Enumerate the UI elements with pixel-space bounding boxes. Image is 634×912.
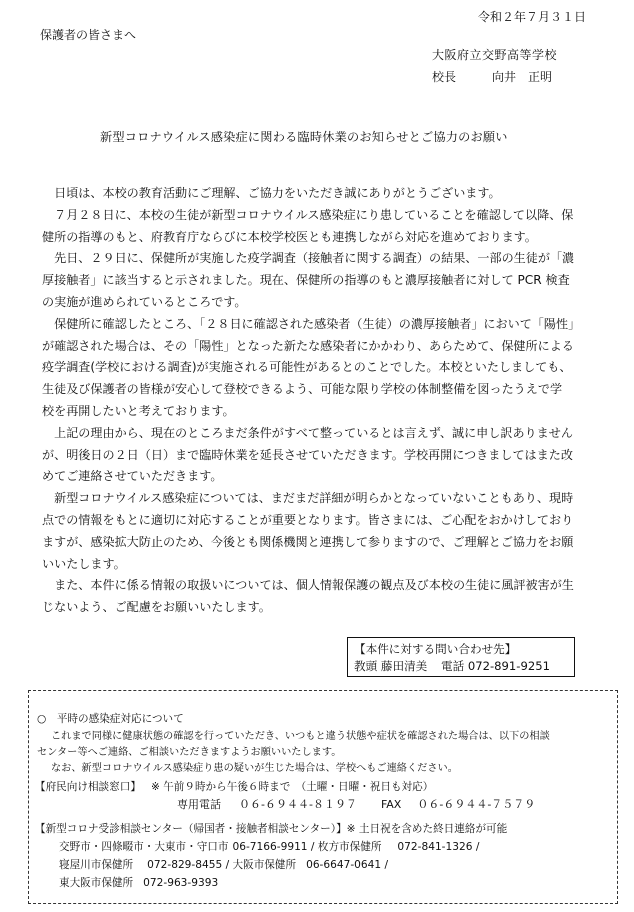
center-phone-row bbox=[59, 875, 218, 890]
citizen-fax: ０６-６９４４-７５７９ bbox=[417, 798, 536, 811]
body-line: ますが、感染拡大防止のため、今後とも関係機関と連携して参りますので、ご理解とご協力をお願 bbox=[42, 534, 574, 549]
center-phone-row: 寝屋川市保健所 072-829-8455 / 大阪市保健所 06-6647-0641 / bbox=[59, 859, 389, 871]
body-line: 保健所に確認したところ、「２８日に確認された感染者（生徒）の濃厚接触者」において「陽性」 bbox=[42, 316, 581, 331]
contact-box bbox=[347, 637, 575, 677]
center-area: 枚方市保健所 bbox=[317, 841, 382, 853]
center-phone-row: 交野市・四條畷市・大東市・守口市 06-7166-9911 / 枚方市保健所 072-841-1326 / bbox=[59, 841, 480, 853]
contact-phone: 072-891-9251 bbox=[467, 659, 550, 673]
notice-paragraph-line: なお、新型コロナウイルス感染症り患の疑いが生じた場合は、学校へもご連絡ください。 bbox=[51, 763, 458, 774]
body-line: ７月２８日に、本校の生徒が新型コロナウイルス感染症にり患していることを確認して以降、保 bbox=[42, 207, 574, 222]
body-line: が確認された場合は、その「陽性」となった新たな感染者にかかわり、あらためて、保健所による bbox=[42, 338, 574, 353]
center-label: 【新型コロナ受診相談センター（帰国者・接触者相談センター）】 bbox=[35, 823, 347, 835]
contact-person-label: 教頭 bbox=[354, 659, 378, 673]
citizen-phone: ０６-６９４４-８１９７ bbox=[239, 798, 357, 811]
body-line: が、明後日の２日（日）まで臨時休業を延長させていただきます。学校再開につきましてはまた改 bbox=[42, 447, 573, 462]
body-line: 点での情報をもとに適切に対応することが重要となります。皆さまには、ご心配をおかけしており bbox=[42, 512, 574, 527]
body-line: の実施が進められているところです。 bbox=[42, 294, 247, 309]
body-line: 厚接触者」に該当すると示されました。現在、保健所の指導のもと濃厚接触者に対して PCR 検査 bbox=[42, 273, 570, 288]
citizen-fax-label: FAX bbox=[380, 798, 402, 811]
body-line: 校を再開したいと考えております。 bbox=[42, 403, 235, 418]
center-phone: 072-963-9393 bbox=[143, 877, 219, 889]
letter-body bbox=[42, 183, 612, 619]
citizen-consultation-row bbox=[35, 779, 433, 794]
letter-date: 令和２年７月３１日 bbox=[478, 10, 587, 24]
body-line: 健所の指導のもと、府教育庁ならびに本校学校医とも連携しながら対応を進めております。 bbox=[42, 229, 537, 244]
principal-title: 校長 bbox=[432, 70, 457, 84]
body-line: めてご連絡させていただきます。 bbox=[42, 469, 223, 484]
contact-heading: 【本件に対する問い合わせ先】 bbox=[354, 642, 517, 656]
center-phone: 072-841-1326 bbox=[397, 841, 473, 853]
school-name: 大阪府立交野高等学校 bbox=[432, 48, 558, 62]
notice-paragraph-line: センター等へご連絡、ご相談いただきますようお願いいたします。 bbox=[37, 747, 342, 758]
citizen-consultation-label: 【府民向け相談窓口】 bbox=[35, 781, 141, 793]
body-line: じないよう、ご配慮をお願いいたします。 bbox=[42, 600, 271, 615]
body-line: また、本件に係る情報の取扱いについては、個人情報保護の観点及び本校の生徒に風評被害が生 bbox=[42, 578, 574, 593]
principal-signature bbox=[432, 68, 552, 85]
center-phone: 06-7166-9911 bbox=[232, 841, 308, 853]
center-area: 大阪市保健所 bbox=[232, 859, 297, 871]
infection-notice-box bbox=[28, 690, 618, 904]
notice-heading: ○ 平時の感染症対応について bbox=[37, 713, 184, 725]
center-phone: 06-6647-0641 bbox=[306, 859, 382, 871]
citizen-consultation-hours: ※ 午前９時から午後６時まで （土曜・日曜・祝日も対応） bbox=[150, 781, 434, 793]
center-area: 交野市・四條畷市・大東市・守口市 bbox=[59, 841, 229, 853]
center-area: 寝屋川市保健所 bbox=[59, 859, 134, 871]
citizen-phone-row bbox=[177, 796, 535, 812]
notice-paragraph-line: これまで同様に健康状態の確認を行っていただき、いつもと違う状態や症状を確認された場合は、以下の相談 bbox=[51, 731, 550, 742]
contact-person-name: 藤田清美 bbox=[380, 659, 428, 673]
center-area: 東大阪市保健所 bbox=[59, 877, 134, 889]
letter-title: 新型コロナウイルス感染症に関わる臨時休業のお知らせとご協力のお願い bbox=[100, 130, 508, 144]
body-line: 生徒及び保護者の皆様が安心して登校できるよう、可能な限り学校の体制整備を図ったうえで学 bbox=[42, 382, 563, 397]
body-line: 新型コロナウイルス感染症については、まだまだ詳細が明らかとなっていないこともあり、現時 bbox=[42, 491, 574, 506]
citizen-phone-label: 専用電話 bbox=[177, 798, 221, 811]
contact-details bbox=[354, 658, 568, 675]
body-line: いいたします。 bbox=[42, 556, 126, 571]
center-note: ※ 土日祝を含めた終日連絡が可能 bbox=[346, 823, 508, 835]
letter-recipient: 保護者の皆さまへ bbox=[40, 28, 137, 42]
body-line: 上記の理由から、現在のところまだ条件がすべて整っているとは言えず、誠に申し訳ありません bbox=[42, 425, 573, 440]
center-phone: 072-829-8455 bbox=[147, 859, 223, 871]
principal-name: 向井 正明 bbox=[492, 70, 553, 84]
body-line: 日頃は、本校の教育活動にご理解、ご協力をいただき誠にありがとうございます。 bbox=[42, 186, 501, 200]
body-line: 先日、２９日に、保健所が実施した疫学調査（接触者に関する調査）の結果、一部の生徒が「濃 bbox=[42, 251, 575, 266]
contact-phone-label: 電話 bbox=[440, 659, 465, 673]
body-line: 疫学調査(学校における調査)が実施される可能性があるとのことでした。本校といたしましても、 bbox=[42, 360, 572, 375]
center-row bbox=[35, 821, 507, 836]
